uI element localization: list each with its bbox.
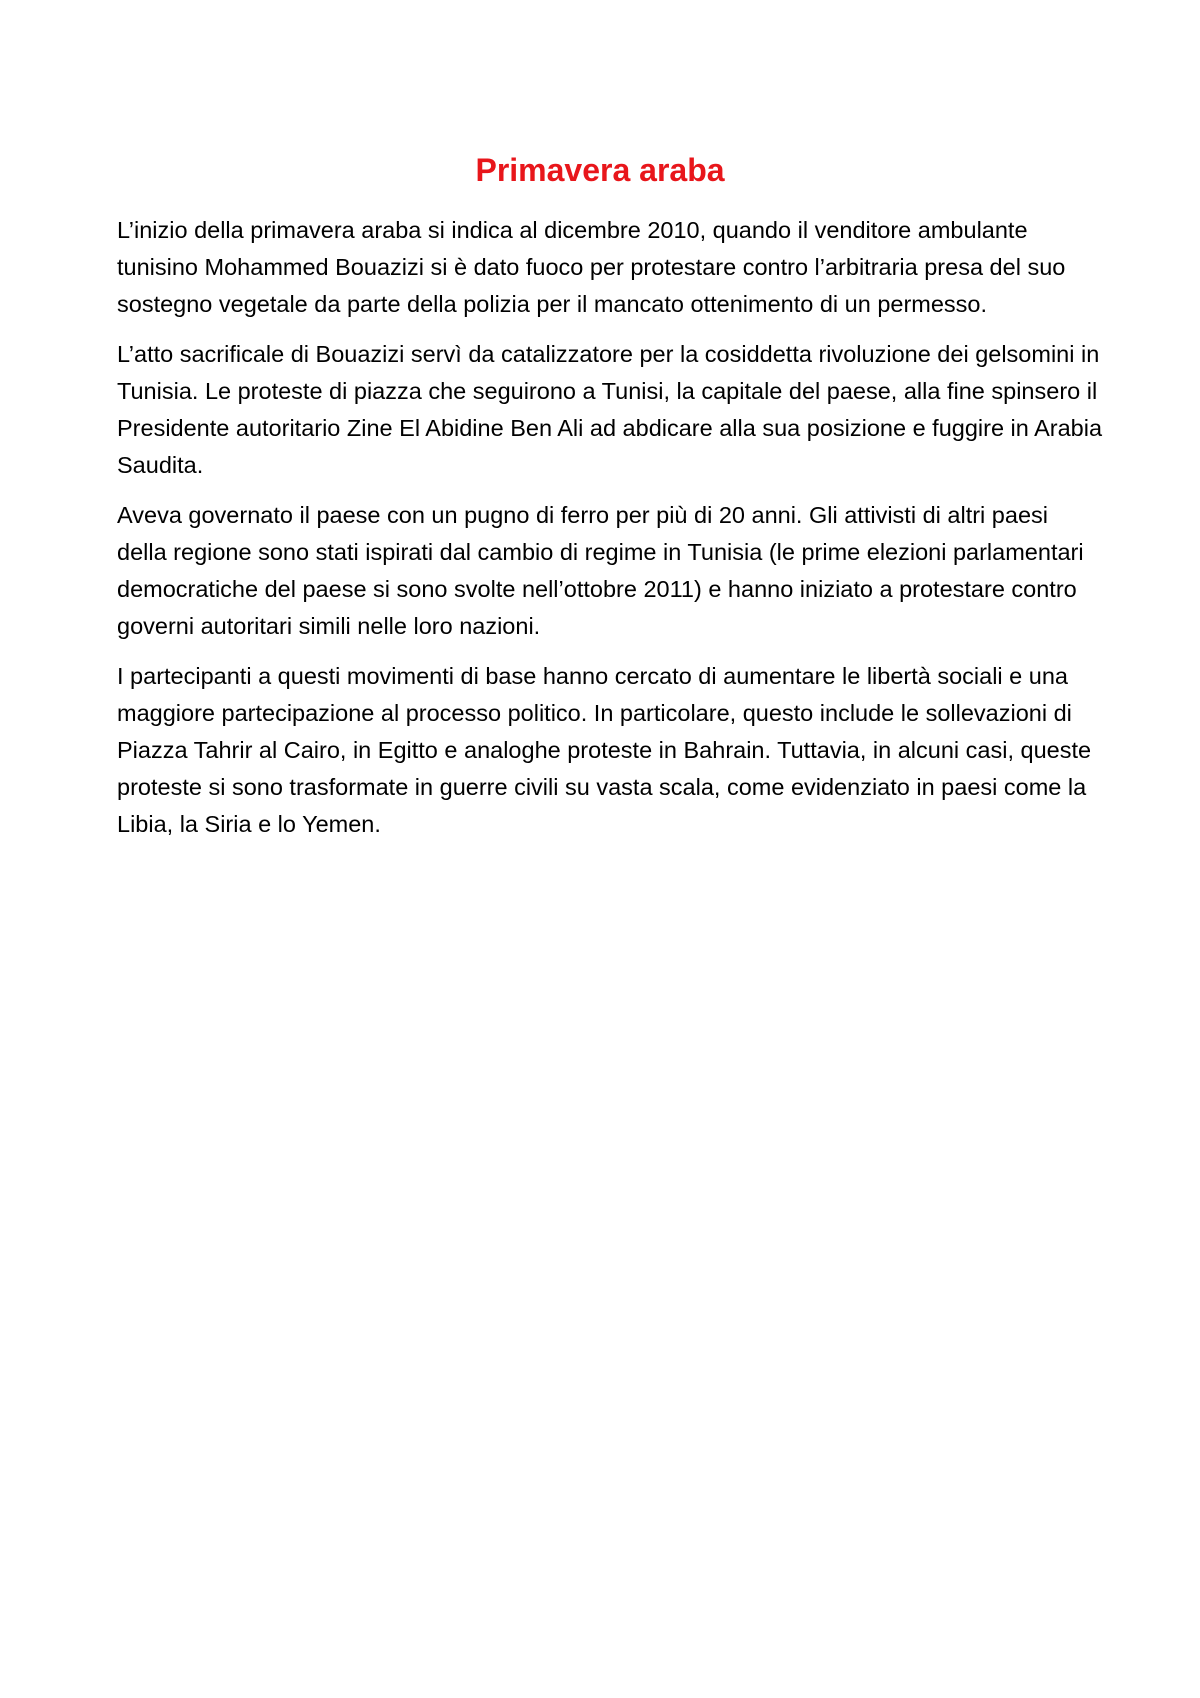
document-body (117, 212, 1102, 856)
paragraph-4: I partecipanti a questi movimenti di base hanno cercato di aumentare le libertà sociali e una maggiore partecipazione al processo politico. In particolare, questo include le sollevazioni di Piazza Tahrir al Cairo, in Egitto e analoghe proteste in Bahrain. Tuttavia, in alcuni casi, queste proteste si sono trasformate in guerre civili su vasta scala, come evidenziato in paesi come la Libia, la Siria e lo Yemen. (117, 663, 1092, 837)
paragraph-1: L’inizio della primavera araba si indica al dicembre 2010, quando il venditore ambulante tunisino Mohammed Bouazizi si è dato fuoco per protestare contro l’arbitraria presa del suo sostegno vegetale da parte della polizia per il mancato ottenimento di un permesso. (117, 217, 1066, 317)
paragraph-2: L’atto sacrificale di Bouazizi servì da catalizzatore per la cosiddetta rivoluzione dei gelsomini in Tunisia. Le proteste di piazza che seguirono a Tunisi, la capitale del paese, alla fine spinsero il Presidente autoritario Zine El Abidine Ben Ali ad abdicare alla sua posizione e fuggire in Arabia Saudita. (117, 341, 1103, 478)
page-title: Primavera araba (475, 152, 725, 188)
paragraph-3: Aveva governato il paese con un pugno di ferro per più di 20 anni. Gli attivisti di altri paesi della regione sono stati ispirati dal cambio di regime in Tunisia (le prime elezioni parlamentari democratiche del paese si sono svolte nell’ottobre 2011) e hanno iniziato a protestare contro governi autoritari simili nelle loro nazioni. (117, 502, 1084, 639)
